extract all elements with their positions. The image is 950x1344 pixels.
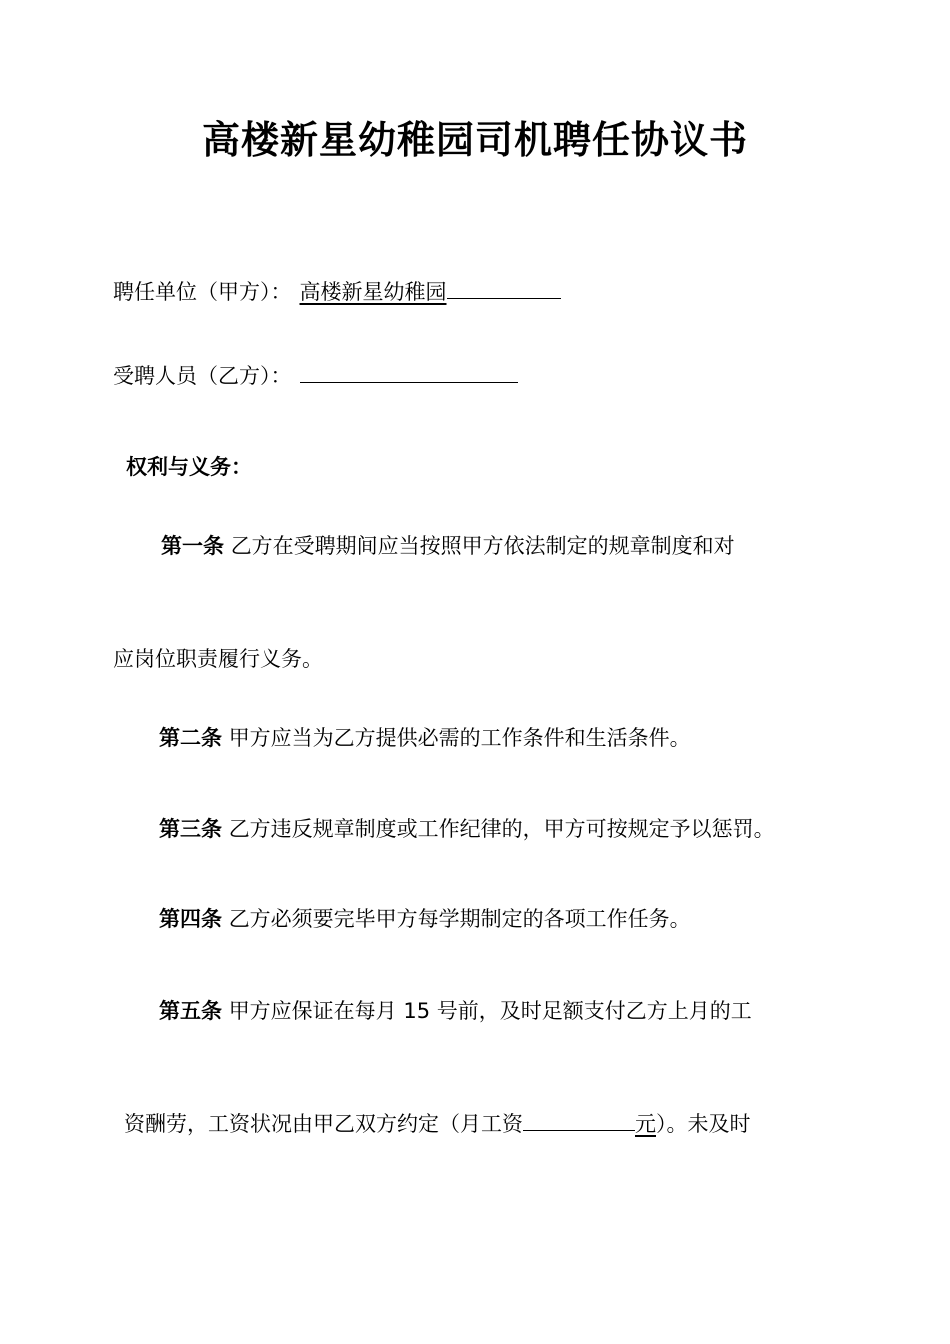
article-5-continuation-after: ）。未及时	[656, 1112, 751, 1136]
article-5-continuation	[124, 1108, 751, 1139]
article-2-label: 第二条	[159, 726, 222, 750]
article-5-continuation-before: 资酬劳，工资状况由甲乙双方约定（月工资	[124, 1112, 523, 1136]
article-4-text: 乙方必须要完毕甲方每学期制定的各项工作任务。	[228, 907, 691, 931]
employer-value: 高楼新星幼稚园	[299, 280, 447, 304]
section-heading: 权利与义务：	[126, 455, 252, 479]
employee-line	[113, 360, 518, 391]
article-5-label: 第五条	[159, 999, 222, 1023]
article-3-label: 第三条	[159, 817, 222, 841]
article-1-text: 乙方在受聘期间应当按照甲方依法制定的规章制度和对	[230, 534, 735, 558]
article-2-text: 甲方应当为乙方提供必需的工作条件和生活条件。	[228, 726, 691, 750]
document-title: 高楼新星幼稚园司机聘任协议书	[201, 117, 748, 162]
article-4-label: 第四条	[159, 907, 222, 931]
salary-unit: 元	[635, 1112, 656, 1136]
article-5	[159, 996, 752, 1026]
employee-label: 受聘人员（乙方）：	[113, 364, 292, 388]
article-2	[159, 723, 691, 753]
employee-blank	[300, 360, 518, 383]
employer-line	[113, 276, 561, 307]
article-1-label: 第一条	[161, 534, 224, 558]
article-1-continuation: 应岗位职责履行义务。	[113, 647, 323, 671]
article-1	[161, 531, 735, 561]
employer-blank	[447, 276, 561, 299]
article-3-text: 乙方违反规章制度或工作纪律的，甲方可按规定予以惩罚。	[228, 817, 775, 841]
article-5-text: 甲方应保证在每月 15 号前，及时足额支付乙方上月的工	[228, 999, 752, 1023]
article-4	[159, 904, 691, 934]
article-3	[159, 814, 775, 844]
salary-blank	[523, 1108, 635, 1131]
employer-label: 聘任单位（甲方）：	[113, 280, 292, 304]
